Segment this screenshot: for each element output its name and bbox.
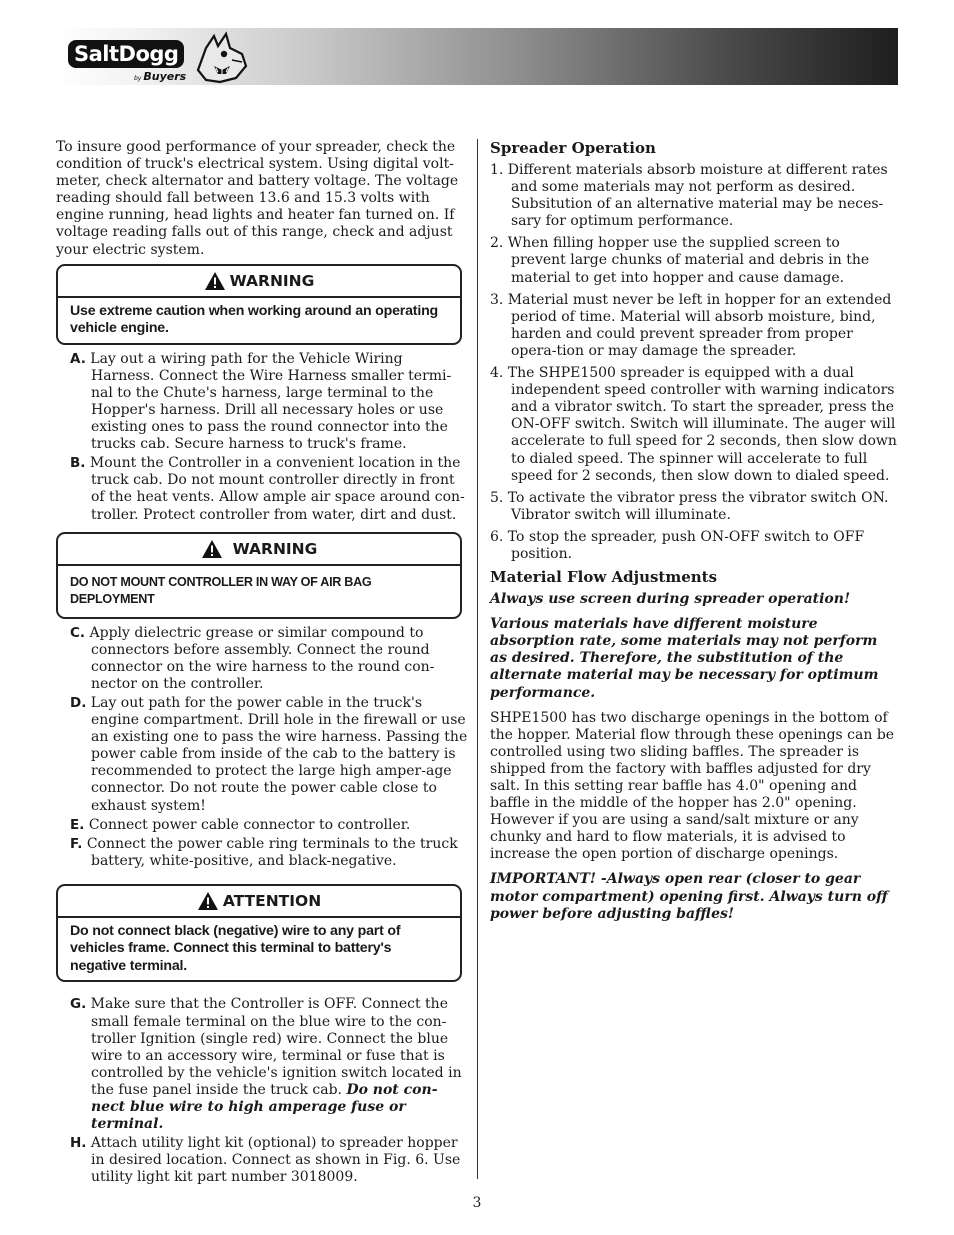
item-label: G. [70, 996, 87, 1013]
item-text: Connect power cable connector to controller. [88, 816, 411, 833]
logo-wordmark: SaltDogg [68, 40, 184, 68]
saltdogg-logo [64, 30, 254, 84]
material-flow-heading: Material Flow Adjustments [490, 568, 718, 587]
item-text: Attach utility light kit (optional) to spreader hopper in desired location. Connect as shown in Fig. 6. Use utility light kit part number 3018009. [90, 1135, 461, 1186]
flow-body-paragraph: SHPE1500 has two discharge openings in the bottom of the hopper. Material flow through these openings can be controlled using two sliding baffles. The spreader is shipped from the factory with baffles adjusted for dry salt. In this setting rear baffle has 4.0" opening and baffle in the middle of the hopper has 2.0" opening. However if you are using a sand/salt mixture or any chunky and hard to flow materials, it is advised to increase the open portion of discharge openings. [490, 709, 895, 863]
install-steps-g-h [56, 996, 468, 1186]
attention-text: Do not connect black (negative) wire to any part of vehicles frame. Connect this terminal to battery's negative terminal. [70, 922, 401, 974]
list-item: 5. To activate the vibrator press the vibrator switch ON. Vibrator switch will illuminate. [490, 489, 889, 523]
list-item [70, 1135, 468, 1186]
item-text: Mount the Controller in a convenient location in the truck cab. Do not mount controller directly in front of the heat vents. Allow ample air space around con-troller. Protect controller from water, dirt and dust. [89, 455, 465, 523]
list-item [70, 455, 468, 523]
item-text: Lay out path for the power cable in the truck's engine compartment. Drill hole in the firewall or use an existing one to pass the wire harness. Passing the power cable from inside of the cab to the battery is recommended to protect the large high amper-age connector. Do not route the power cable close to exhaust system! [90, 694, 468, 814]
item-text: Connect the power cable ring terminals to the truck battery, white-positive, and black-negative. [86, 835, 458, 869]
install-steps-c-f [56, 625, 468, 870]
warning-triangle-icon [201, 539, 223, 559]
warning-text: Use extreme caution when working around an operating vehicle engine. [70, 302, 439, 337]
warning-box-airbag [56, 532, 462, 619]
attention-title: ATTENTION [222, 891, 322, 910]
list-item: 3. Material must never be left in hopper for an extended period of time. Material will absorb moisture, bind, harden and could prevent spreader from proper opera-tion or may damage the spreader. [490, 291, 892, 359]
list-item [70, 695, 468, 815]
warning-header [58, 534, 460, 566]
list-item [70, 817, 468, 834]
warning-box-engine [56, 264, 462, 345]
item-label: D. [70, 694, 87, 711]
important-note: IMPORTANT! -Always open rear (closer to gear motor compartment) opening first. Always turn off power before adjusting baffles! [490, 871, 888, 922]
intro-paragraph: To insure good performance of your spreader, check the condition of truck's electrical system. Using digital volt-meter, check alternator and battery voltage. The voltage reading should fall between 13.6 and 15.3 volts with engine running, head lights and heater fan turned on. If voltage reading falls out of this range, check and adjust your electric system. [56, 139, 459, 258]
page-number: 3 [472, 1195, 482, 1211]
item-label: H. [70, 1135, 87, 1152]
list-item: 6. To stop the spreader, push ON-OFF switch to OFF position. [490, 528, 865, 562]
item-emphasis: Do not con-nect blue wire to high amperage fuse or terminal. [91, 1081, 438, 1133]
logo-by-prefix: by [134, 75, 142, 82]
list-item [70, 836, 468, 870]
item-label: F. [70, 835, 83, 852]
list-item [70, 351, 468, 454]
screen-note: Always use screen during spreader operation! [490, 591, 851, 608]
warning-triangle-icon [204, 271, 226, 291]
list-item [70, 625, 468, 693]
list-item: 1. Different materials absorb moisture at different rates and some materials may not perform as desired. Subsitution of an alternative material may be neces-sary for optimum performance. [490, 162, 888, 230]
item-label: A. [70, 350, 86, 367]
item-label: B. [70, 455, 86, 472]
logo-by-line [134, 70, 186, 83]
spreader-operation-heading: Spreader Operation [490, 139, 656, 157]
list-item: 4. The SHPE1500 spreader is equipped with a dual independent speed controller with warning indicators and a vibrator switch. To start the spreader, press the ON-OFF switch. Switch will illuminate. The auger will accelerate to full speed for 2 seconds, then slow down to dialed speed. The spinner will accelerate to full speed for 2 seconds, then slow down to dialed speed. [490, 365, 897, 484]
install-steps-a-b [56, 351, 468, 524]
item-label: E. [70, 816, 85, 833]
right-column [490, 139, 898, 931]
warning-text: DO NOT MOUNT CONTROLLER IN WAY OF AIR BAG DEPLOYMENT [70, 574, 372, 607]
item-text: Lay out a wiring path for the Vehicle Wiring Harness. Connect the Wire Harness smaller termi-nal to the Chute's harness, large terminal to the Hopper's harness. Drill all necessary holes or use existing ones to pass the round connector into the trucks cab. Secure harness to truck's frame. [90, 350, 452, 453]
item-label: C. [70, 624, 86, 641]
warning-header [58, 266, 460, 298]
warning-triangle-icon [197, 891, 219, 911]
moisture-note: Various materials have different moisture absorption rate, some materials may not perform as desired. Therefore, the substitution of the alternate material may be necessary for optimum performance. [490, 616, 879, 701]
operation-steps [490, 162, 898, 563]
column-divider [477, 139, 478, 1179]
list-item [70, 996, 468, 1133]
attention-box [56, 884, 462, 983]
warning-title: WARNING [232, 539, 318, 558]
attention-header [58, 886, 460, 918]
left-column [56, 139, 468, 1194]
list-item: 2. When filling hopper use the supplied screen to prevent large chunks of material and debris in the material to get into hopper and cause damage. [490, 235, 870, 286]
item-text: Make sure that the Controller is OFF. Connect the small female terminal on the blue wire to the con-troller Ignition (single red) wire. Connect the blue wire to an accessory wire, terminal or fuse that is controlled by the vehicle's ignition switch located in the fuse panel inside the truck cab. [90, 996, 462, 1098]
item-text: Apply dielectric grease or similar compound to connectors before assembly. Connect the round connector on the wire harness to the round con-nector on the controller. [89, 624, 435, 692]
logo-by-text: Buyers [143, 70, 187, 83]
warning-title: WARNING [229, 271, 315, 290]
dog-mascot-icon [192, 30, 248, 84]
